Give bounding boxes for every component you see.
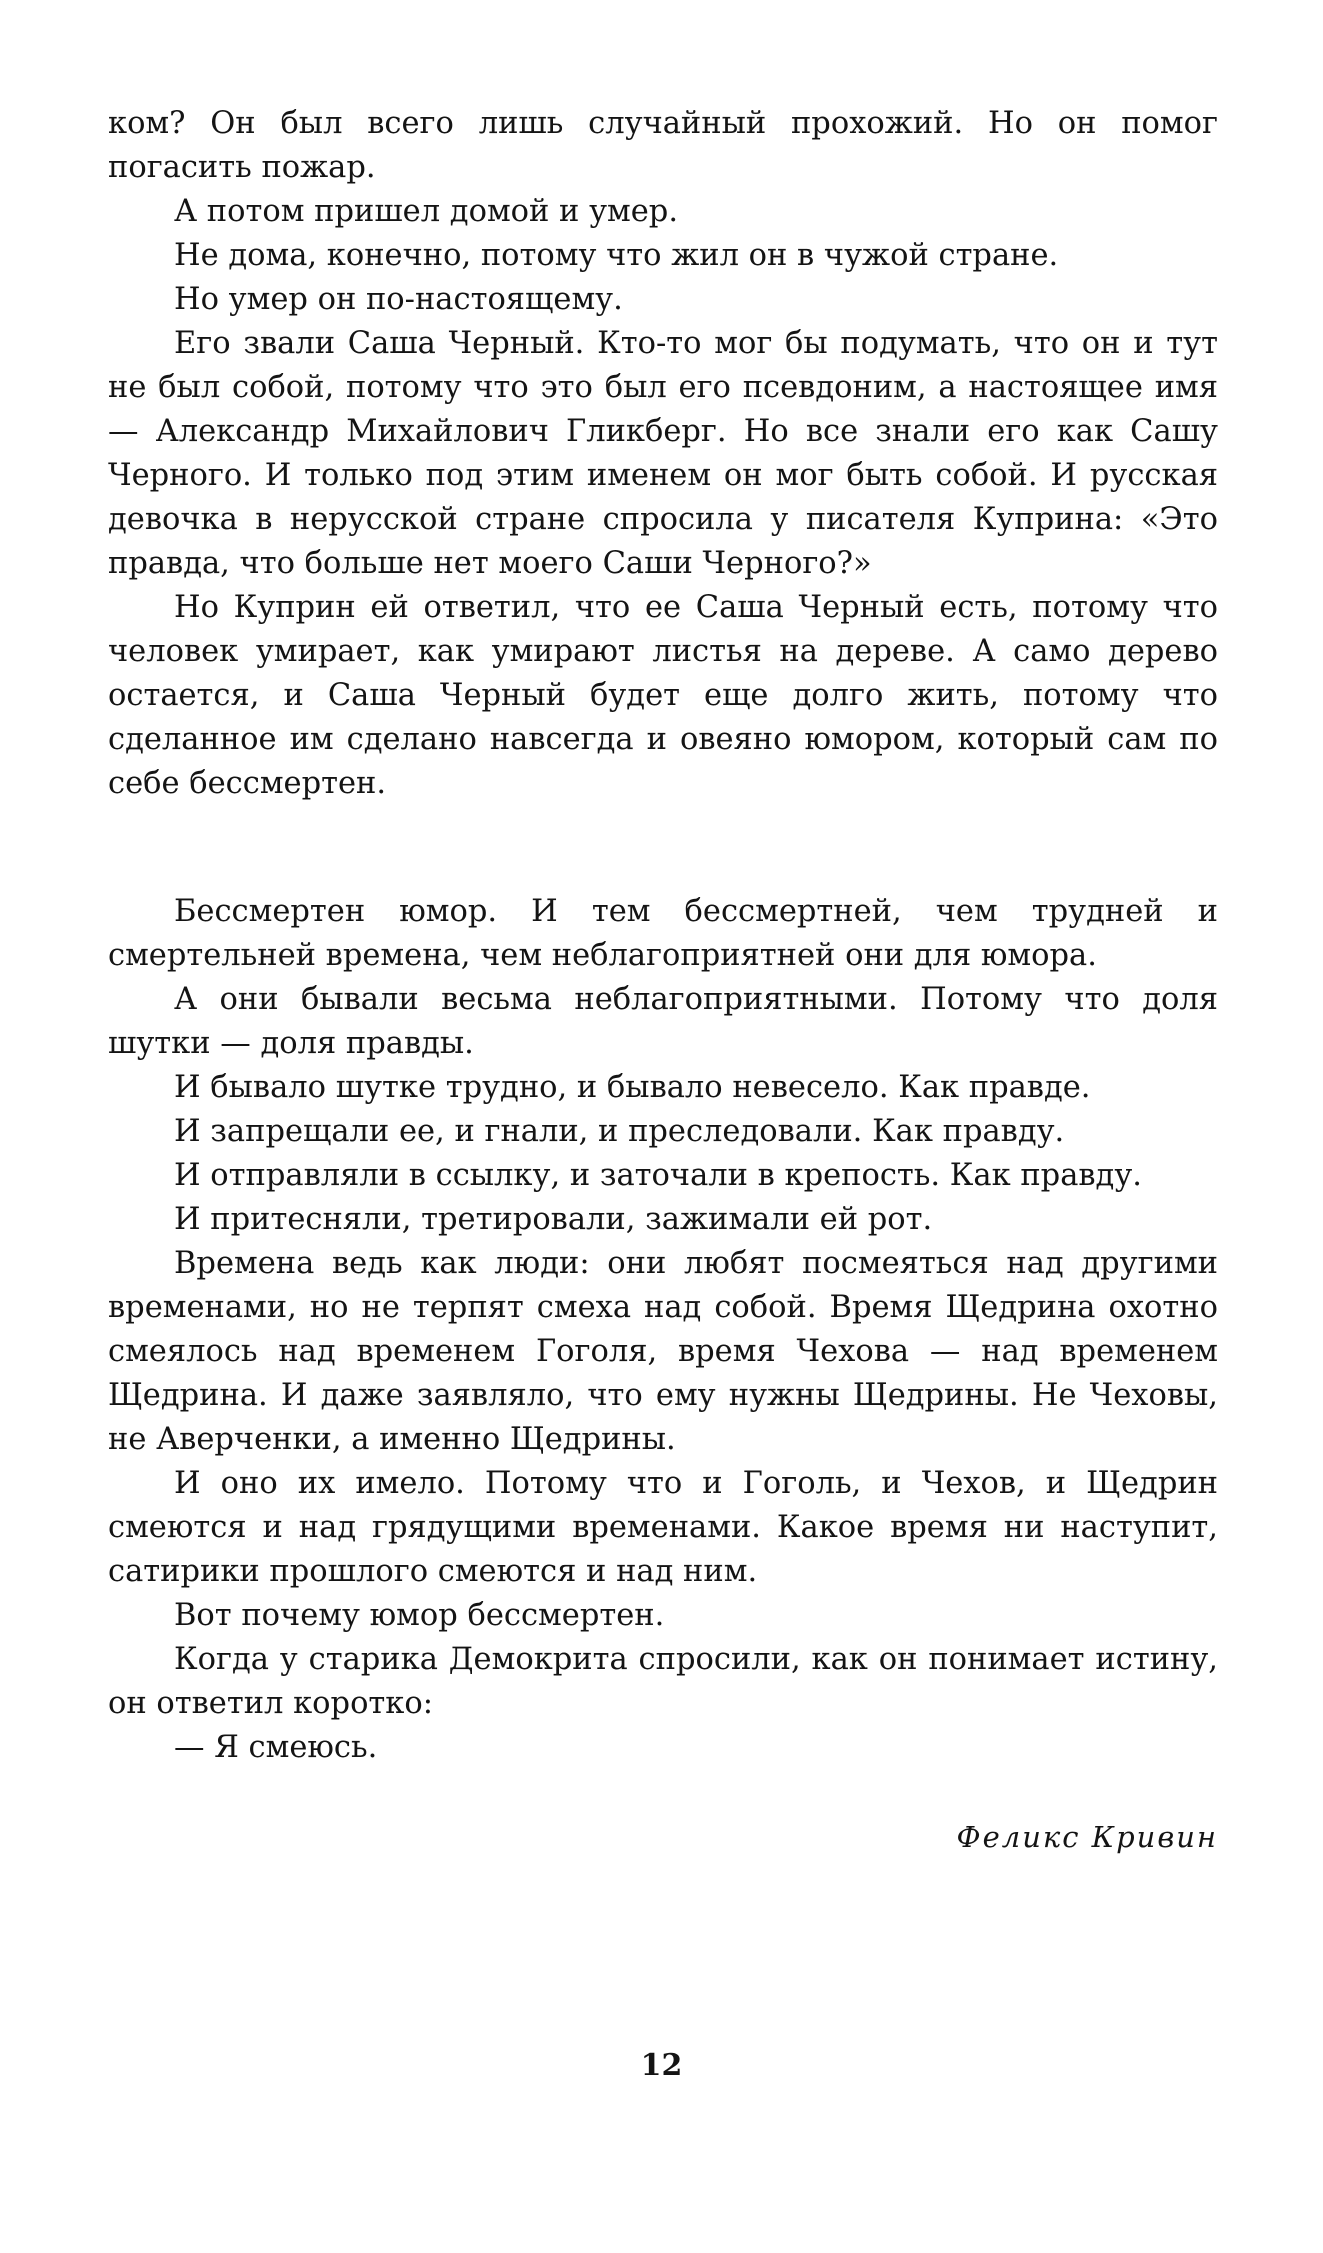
paragraph: А они бывали весьма неблагоприятными. Потому что доля шутки — доля правды. [108, 982, 1218, 1061]
paragraph: Но Куприн ей ответил, что ее Саша Черный есть, потому что человек умирает, как умирают листья на дереве. А само дерево остается, и Саша Черный будет еще долго жить, потому что сделанное им сделано навсегда и овеяно юмором, который сам по себе бессмертен. [108, 590, 1218, 801]
paragraph: А потом пришел домой и умер. [174, 194, 679, 229]
paragraph: Не дома, конечно, потому что жил он в чужой стране. [174, 238, 1059, 273]
paragraph: Когда у старика Демокрита спросили, как он понимает истину, он ответил коротко: [108, 1642, 1218, 1721]
author-signature: Феликс Кривин [956, 1820, 1218, 1854]
paragraph: И оно их имело. Потому что и Гоголь, и Чехов, и Щедрин смеются и над грядущими временами. Какое время ни наступит, сатирики прошлого смеются и над ним. [108, 1466, 1218, 1589]
paragraph: Но умер он по-настоящему. [174, 282, 623, 317]
paragraph: Времена ведь как люди: они любят посмеяться над другими временами, но не терпят смеха над собой. Время Щедрина охотно смеялось над временем Гоголя, время Чехова — над временем Щедрина. И даже заявляло, что ему нужны Щедрины. Не Чеховы, не Аверченки, а именно Щедрины. [108, 1246, 1218, 1457]
paragraph-continued: ком? Он был всего лишь случайный прохожий. Но он помог погасить пожар. [108, 106, 1218, 185]
page-number: 12 [640, 2048, 683, 2083]
paragraph: И отправляли в ссылку, и заточали в крепость. Как правду. [174, 1158, 1142, 1193]
paragraph: — Я смеюсь. [174, 1730, 378, 1765]
paragraph: И запрещали ее, и гнали, и преследовали. Как правду. [174, 1114, 1065, 1149]
paragraph: Вот почему юмор бессмертен. [174, 1598, 665, 1633]
paragraph: Его звали Саша Черный. Кто-то мог бы подумать, что он и тут не был собой, потому что это был его псевдоним, а настоящее имя — Александр Михайлович Гликберг. Но все знали его как Сашу Черного. И только под этим именем он мог быть собой. И русская девочка в нерусской стране спросила у писателя Куприна: «Это правда, что больше нет моего Саши Черного?» [108, 326, 1218, 581]
paragraph: И притесняли, третировали, зажимали ей рот. [174, 1202, 933, 1237]
paragraph: И бывало шутке трудно, и бывало невесело. Как правде. [174, 1070, 1091, 1105]
text-section-2 [108, 890, 1218, 1770]
paragraph: Бессмертен юмор. И тем бессмертней, чем трудней и смертельней времена, чем неблагоприятней они для юмора. [108, 894, 1218, 973]
text-section-1 [108, 102, 1218, 806]
